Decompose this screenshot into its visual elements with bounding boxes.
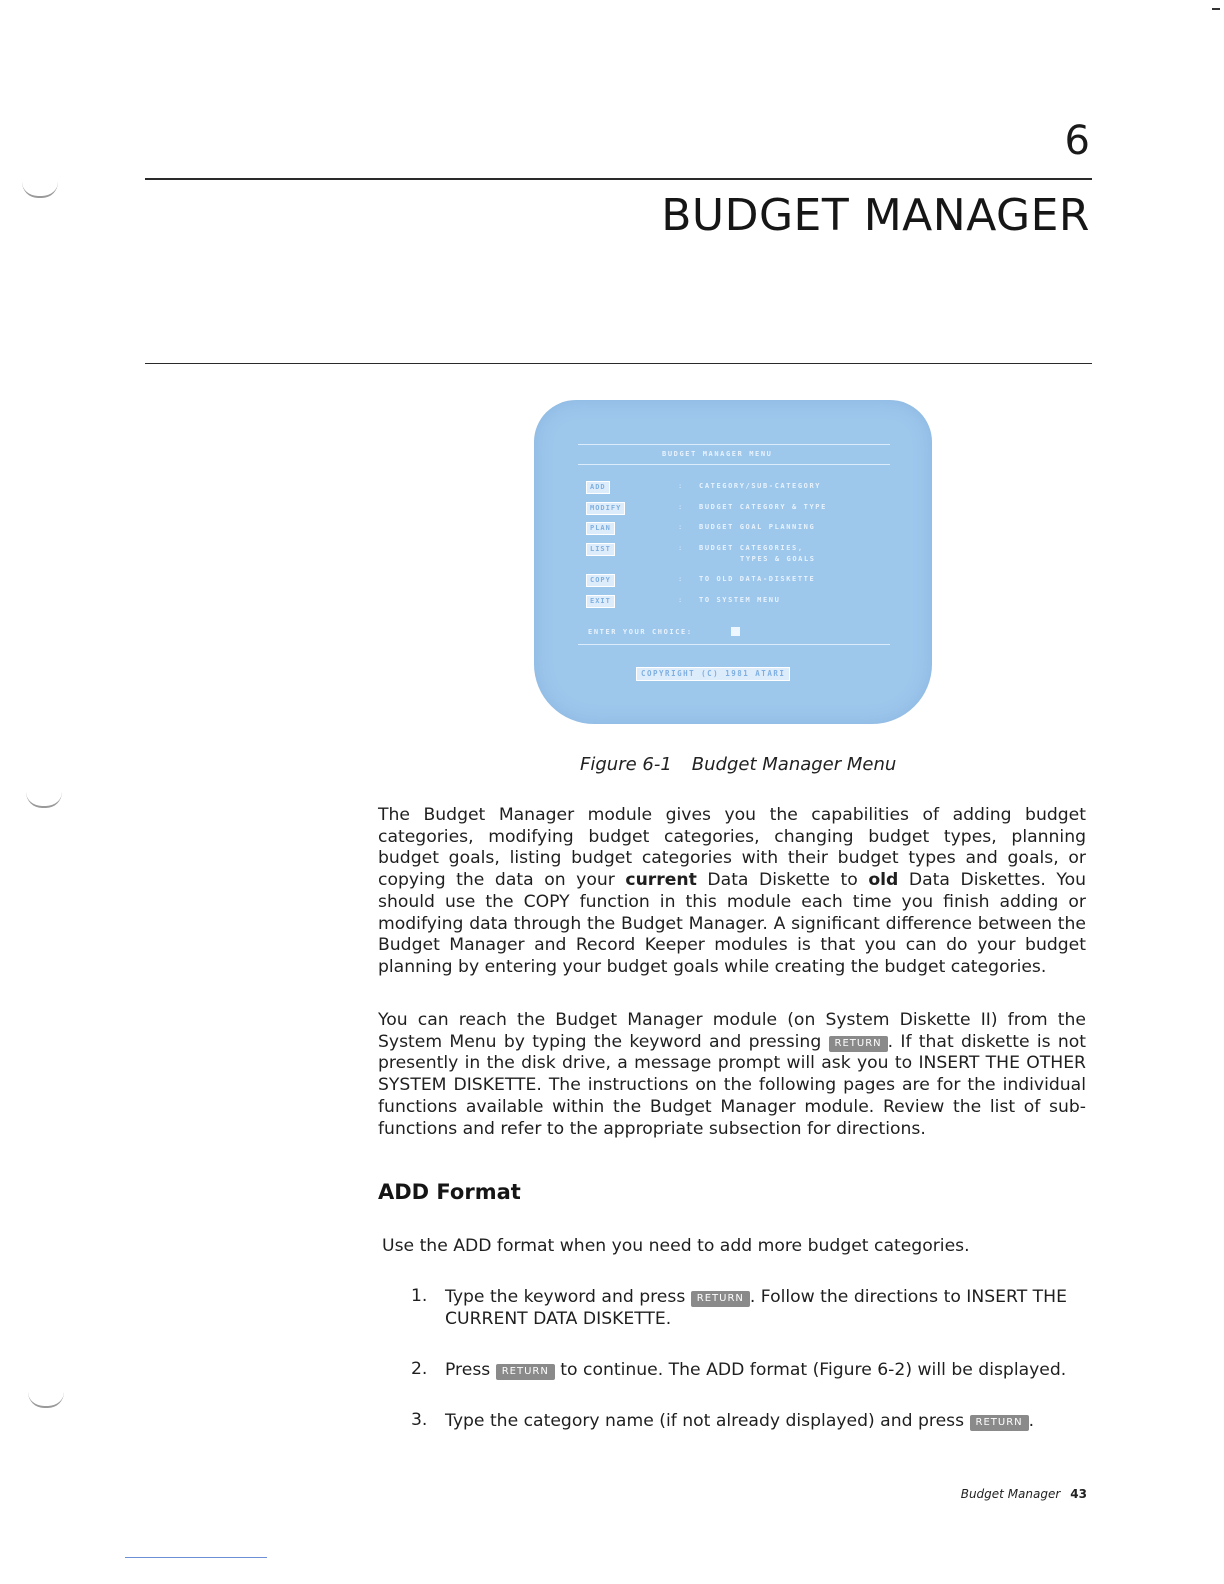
footer-label: Budget Manager [960,1487,1061,1501]
screen-key-copy: COPY [586,574,615,587]
header-rule-bottom [145,363,1092,364]
screen-key-add: ADD [586,481,610,494]
budget-menu-screen [534,400,932,724]
binder-hole-mark [22,182,58,198]
text-run: You can reach the Budget Manager module (on System Diskette II) from the System Menu by typing the keyword and pressing [378,1010,1086,1052]
screen-desc: TO OLD DATA-DISKETTE [699,575,816,583]
text-run: Data Diskettes. You should use the COPY function in this module each time you finish adding or modifying data through the Budget Manager. A significant difference between the Budget Manager and Record Keeper modules is that you can do your budget planning by entering your budget goals while creating the budget categories. [378,870,1086,977]
scan-mark [125,1557,267,1558]
return-key-icon: RETURN [970,1415,1029,1431]
emphasis-old: old [868,870,899,891]
text-run: Press [445,1360,496,1380]
step-number: 2. [411,1359,428,1379]
text-run: . If that diskette is not presently in the disk drive, a message prompt will ask you to INSERT THE OTHER SYSTEM DISKETTE. The instructions on the following pages are for the individual functions available within the Budget Manager module. Review the list of sub-functions and refer to the appropriate subsection for directions. [378,1031,1086,1139]
screen-desc: BUDGET CATEGORY & TYPE [699,503,827,511]
screen-colon: : [678,482,683,490]
scan-mark [1212,8,1220,10]
text-run: The Budget Manager module gives you the capabilities of adding budget categories, modifying budget categories, changing budget types, planning budget goals, listing budget categories with their budget types and goals, or copying the data on your [378,805,1086,891]
text-run: . [1028,1411,1035,1431]
figure-caption [580,754,896,775]
header-rule-top [145,178,1092,180]
screen-colon: : [678,575,683,583]
step-number: 1. [411,1286,428,1306]
step-number: 3. [411,1410,428,1430]
return-key-icon: RETURN [691,1291,750,1307]
page-footer [961,1487,1087,1501]
emphasis-current: current [625,870,697,891]
screen-cursor [731,627,740,636]
return-key-icon: RETURN [829,1036,888,1052]
screen-rule [578,444,890,445]
text-run: Type the keyword and press [445,1287,691,1307]
section-intro: Use the ADD format when you need to add more budget categories. [382,1236,970,1256]
binder-hole-mark [26,792,62,808]
screen-desc: BUDGET GOAL PLANNING [699,523,816,531]
screen-colon: : [678,503,683,511]
screen-desc: CATEGORY/SUB-CATEGORY [699,482,822,490]
figure-label: Figure 6-1 [580,754,672,775]
screen-key-list: LIST [586,543,615,556]
screen-desc: TO SYSTEM MENU [699,596,781,604]
text-run: Type the category name (if not already displayed) and press [445,1411,970,1431]
page-number: 43 [1070,1487,1087,1501]
text-run: to continue. The ADD format (Figure 6-2) will be displayed. [554,1360,1067,1380]
step-text [445,1359,1090,1381]
figure-title: Budget Manager Menu [691,754,897,775]
screen-key-plan: PLAN [586,522,615,535]
screen-colon: : [678,544,683,552]
screen-desc: BUDGET CATEGORIES, [699,544,804,552]
screen-key-exit: EXIT [586,595,615,608]
binder-hole-mark [28,1392,64,1408]
section-title: ADD Format [378,1180,521,1204]
screen-header: BUDGET MANAGER MENU [662,450,773,458]
chapter-number: 6 [1064,118,1090,164]
screen-copyright: COPYRIGHT (C) 1981 ATARI [636,667,790,681]
return-key-icon: RETURN [496,1364,555,1380]
body-paragraph-2 [378,1010,1086,1140]
body-paragraph-1 [378,805,1086,979]
step-text [445,1286,1090,1330]
screen-prompt: ENTER YOUR CHOICE: [588,628,693,636]
chapter-title: BUDGET MANAGER [661,190,1090,241]
screen-key-modify: MODIFY [586,502,625,515]
screen-colon: : [678,523,683,531]
screen-rule [578,644,890,645]
step-text [445,1410,1090,1432]
text-run: . Follow the directions to INSERT THE CURRENT DATA DISKETTE. [445,1287,1067,1329]
text-run: Data Diskette to [696,870,869,891]
screen-desc-continued: TYPES & GOALS [740,555,816,563]
screen-rule [578,464,890,465]
screen-colon: : [678,596,683,604]
